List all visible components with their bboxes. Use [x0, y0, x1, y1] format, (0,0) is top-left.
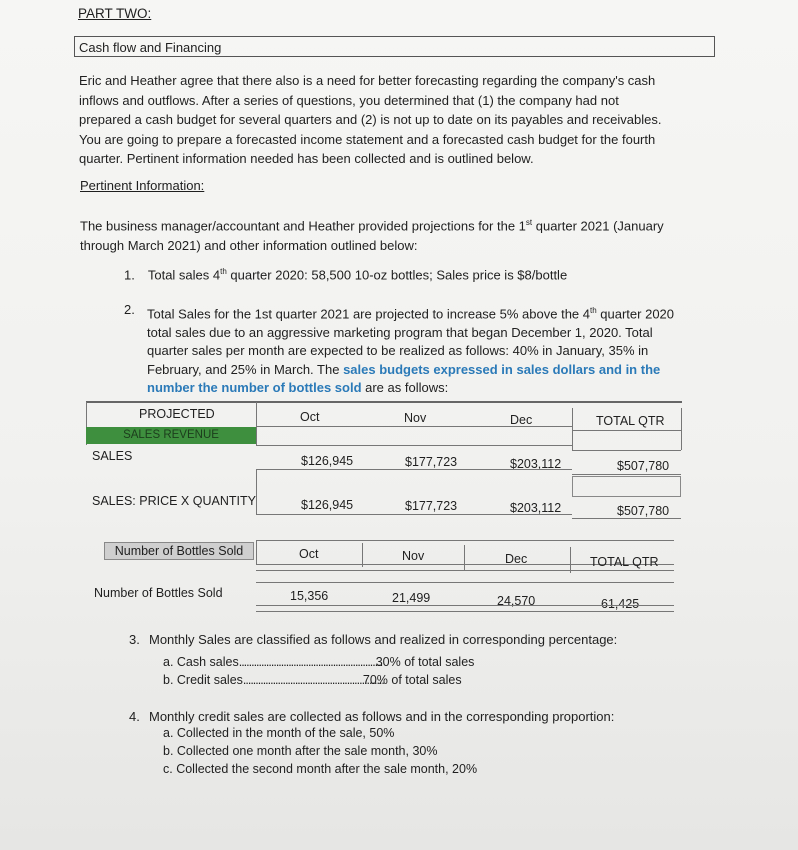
credit-sales-label: b. Credit sales [163, 673, 243, 687]
superscript: th [220, 267, 227, 276]
table-cell: $126,945 [301, 498, 354, 512]
section-title: Cash flow and Financing [79, 40, 222, 55]
list-number: 4. [129, 709, 140, 724]
bottles-header-box: Number of Bottles Sold [104, 542, 254, 560]
list-number: 3. [129, 632, 140, 647]
item-4-sub-b: b. Collected one month after the sale month, 30% [163, 744, 438, 758]
table-cell: $126,945 [301, 454, 354, 468]
column-header-nov: Nov [404, 411, 427, 425]
highlighted-text: sales budgets expressed in sales dollars and in the [343, 361, 661, 377]
list-number: 1. [124, 267, 135, 283]
row-label-sales: SALES [92, 449, 133, 463]
item-text: quarter sales per month are expected to be realized as follows: 40% in January, 35% in [147, 343, 649, 359]
table-cell: $507,780 [617, 504, 670, 518]
item-4-sub-a: a. Collected in the month of the sale, 50% [163, 726, 395, 740]
intro-paragraph [79, 71, 661, 169]
table-cell: 15,356 [290, 589, 329, 603]
item-text: quarter 2020 [596, 306, 675, 322]
item-4-sub-c: c. Collected the second month after the sale month, 20% [163, 762, 478, 776]
column-header-total: TOTAL QTR [590, 555, 659, 569]
highlighted-text: number the number of bottles sold [147, 380, 362, 396]
sales-revenue-band: SALES REVENUE [86, 427, 256, 444]
table-cell: 24,570 [497, 594, 536, 608]
table-header-label: PROJECTED [139, 407, 215, 421]
cash-sales-value: 30% of total sales [375, 655, 475, 669]
table-cell: $507,780 [617, 459, 670, 473]
list-number: 2. [124, 302, 135, 317]
projection-line: through March 2021) and other information outlined below: [80, 237, 418, 253]
projection-paragraph [80, 213, 664, 255]
item-3-text: Monthly Sales are classified as follows and realized in corresponding percentage: [149, 632, 618, 647]
column-header-dec: Dec [510, 413, 533, 427]
item-text: total sales due to an aggressive marketing program that began December 1, 2020. Total [147, 324, 653, 340]
table-cell: $177,723 [405, 499, 458, 513]
item-text: Total sales 4 [147, 267, 221, 283]
item-text: February, and 25% in March. The [147, 361, 344, 377]
item-text: quarter 2020: 58,500 10-oz bottles; Sales price is $8/bottle [226, 267, 568, 283]
intro-line: You are going to prepare a forecasted income statement and a forecasted cash budget for the fourth [79, 131, 656, 147]
intro-line: quarter. Pertinent information needed has been collected and is outlined below. [79, 151, 534, 166]
row-label-price-quantity: SALES: PRICE X QUANTITY [92, 494, 256, 508]
column-header-oct: Oct [299, 547, 319, 561]
pertinent-heading: Pertinent Information: [80, 178, 205, 193]
part-title: PART TWO: [78, 6, 152, 21]
leader-dots: .......................................................... [238, 655, 383, 669]
leader-dots: ......................................................... [242, 673, 384, 687]
item-4-text: Monthly credit sales are collected as follows and in the corresponding proportion: [149, 709, 615, 724]
intro-line: Eric and Heather agree that there also is a need for better forecasting regarding the company's cash [79, 73, 656, 88]
projection-text: The business manager/accountant and Heather provided projections for the 1 [80, 218, 526, 234]
column-header-dec: Dec [505, 552, 528, 566]
cash-sales-line [163, 655, 474, 669]
credit-sales-value: 70% of total sales [362, 673, 462, 687]
table-cell: $177,723 [405, 455, 458, 469]
table-cell: $203,112 [510, 501, 562, 515]
section-title-box [74, 36, 715, 57]
list-item-1 [124, 262, 567, 285]
superscript: st [525, 218, 533, 227]
projection-text: quarter 2021 (January [532, 218, 664, 234]
column-header-nov: Nov [402, 549, 425, 563]
column-header-oct: Oct [300, 410, 320, 424]
projection-line [80, 213, 664, 236]
item-text: Total Sales for the 1st quarter 2021 are projected to increase 5% above the 4 [147, 306, 590, 322]
table-cell: 21,499 [392, 591, 431, 605]
superscript: th [590, 306, 597, 315]
item-text: are as follows: [361, 380, 449, 396]
intro-line: inflows and outflows. After a series of questions, you determined that (1) the company had not [79, 92, 619, 108]
table-cell: $203,112 [510, 457, 562, 471]
intro-line: prepared a cash budget for several quarters and (2) is not up to date on its payables and receivables. [79, 112, 662, 127]
table-cell: 61,425 [601, 597, 640, 611]
list-item-2 [147, 302, 674, 398]
cash-sales-label: a. Cash sales [163, 655, 239, 669]
column-header-total: TOTAL QTR [596, 414, 665, 428]
credit-sales-line [163, 673, 462, 687]
total-input-box [572, 476, 681, 497]
row-label-bottles: Number of Bottles Sold [94, 586, 223, 600]
